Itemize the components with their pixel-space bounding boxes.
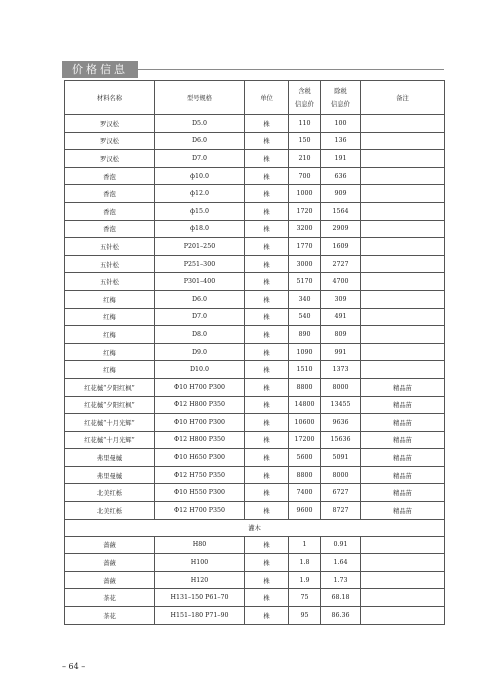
cell-name: 茶花 [65, 607, 155, 625]
cell-remark [361, 115, 445, 133]
cell-name: 红梅 [65, 290, 155, 308]
table-row [65, 150, 445, 168]
cell-spec: Φ12 H800 P350 [155, 396, 245, 414]
cell-unit: 株 [245, 220, 289, 238]
table-row [65, 554, 445, 572]
table-row [65, 361, 445, 379]
cell-notax: 309 [321, 290, 361, 308]
cell-spec: H100 [155, 554, 245, 572]
cell-name: 香泡 [65, 220, 155, 238]
cell-notax: 2909 [321, 220, 361, 238]
cell-tax: 1.9 [289, 571, 321, 589]
cell-name: 五针松 [65, 273, 155, 291]
cell-unit: 株 [245, 571, 289, 589]
table-row [65, 115, 445, 133]
cell-notax: 13455 [321, 396, 361, 414]
cell-remark [361, 290, 445, 308]
cell-name: 茶花 [65, 589, 155, 607]
cell-remark [361, 326, 445, 344]
table-row [65, 466, 445, 484]
table-row [65, 607, 445, 625]
cell-notax: 809 [321, 326, 361, 344]
cell-tax: 210 [289, 150, 321, 168]
section-header-title: 价格信息 [72, 63, 128, 76]
cell-spec: D6.0 [155, 132, 245, 150]
cell-remark: 精品苗 [361, 378, 445, 396]
cell-unit: 株 [245, 255, 289, 273]
cell-remark [361, 255, 445, 273]
table-header-row [65, 81, 445, 115]
cell-unit: 株 [245, 396, 289, 414]
cell-name: 五针松 [65, 238, 155, 256]
cell-notax: 1.64 [321, 554, 361, 572]
cell-remark [361, 607, 445, 625]
cell-remark [361, 536, 445, 554]
cell-unit: 株 [245, 502, 289, 520]
cell-tax: 95 [289, 607, 321, 625]
cell-remark [361, 132, 445, 150]
header-notax-line1: 除税 [334, 87, 347, 95]
cell-unit: 株 [245, 343, 289, 361]
price-table [64, 80, 445, 625]
table-row [65, 589, 445, 607]
cell-name: 香泡 [65, 202, 155, 220]
header-tax-line1: 含税 [298, 87, 311, 95]
cell-name: 香泡 [65, 167, 155, 185]
cell-remark [361, 185, 445, 203]
cell-unit: 株 [245, 167, 289, 185]
cell-name: 罗汉松 [65, 150, 155, 168]
cell-spec: D5.0 [155, 115, 245, 133]
table-row [65, 220, 445, 238]
cell-tax: 7400 [289, 484, 321, 502]
cell-spec: ф12.0 [155, 185, 245, 203]
cell-notax: 4700 [321, 273, 361, 291]
cell-name: 北美红栎 [65, 484, 155, 502]
cell-tax: 5170 [289, 273, 321, 291]
header-remark: 备注 [361, 81, 445, 115]
cell-unit: 株 [245, 290, 289, 308]
cell-spec: D6.0 [155, 290, 245, 308]
header-spec: 型号规格 [155, 81, 245, 115]
cell-unit: 株 [245, 308, 289, 326]
cell-spec: ф10.0 [155, 167, 245, 185]
cell-tax: 1720 [289, 202, 321, 220]
header-unit: 单位 [245, 81, 289, 115]
page-number: – 64 – [62, 662, 86, 671]
cell-unit: 株 [245, 554, 289, 572]
cell-unit: 株 [245, 150, 289, 168]
cell-remark [361, 273, 445, 291]
cell-remark [361, 167, 445, 185]
cell-tax: 8800 [289, 378, 321, 396]
cell-unit: 株 [245, 378, 289, 396]
cell-tax: 3000 [289, 255, 321, 273]
table-row [65, 290, 445, 308]
cell-tax: 1090 [289, 343, 321, 361]
cell-unit: 株 [245, 414, 289, 432]
cell-notax: 2727 [321, 255, 361, 273]
table-row [65, 202, 445, 220]
cell-tax: 14800 [289, 396, 321, 414]
table-row [65, 167, 445, 185]
cell-unit: 株 [245, 185, 289, 203]
cell-tax: 700 [289, 167, 321, 185]
cell-name: 红梅 [65, 326, 155, 344]
cell-name: 蔷薇 [65, 554, 155, 572]
cell-notax: 1609 [321, 238, 361, 256]
cell-notax: 100 [321, 115, 361, 133]
cell-name: 五针松 [65, 255, 155, 273]
table-row [65, 414, 445, 432]
cell-name: 红梅 [65, 361, 155, 379]
cell-tax: 9600 [289, 502, 321, 520]
cell-name: 罗汉松 [65, 115, 155, 133]
cell-unit: 株 [245, 326, 289, 344]
cell-spec: H151–180 P71–90 [155, 607, 245, 625]
table-row [65, 238, 445, 256]
cell-notax: 491 [321, 308, 361, 326]
cell-notax: 1373 [321, 361, 361, 379]
cell-remark [361, 343, 445, 361]
header-tax-price [289, 81, 321, 115]
table-row [65, 431, 445, 449]
table-row [65, 502, 445, 520]
cell-name: 北美红栎 [65, 502, 155, 520]
cell-tax: 17200 [289, 431, 321, 449]
cell-tax: 340 [289, 290, 321, 308]
cell-remark [361, 150, 445, 168]
cell-unit: 株 [245, 202, 289, 220]
cell-spec: P301–400 [155, 273, 245, 291]
cell-name: 香泡 [65, 185, 155, 203]
cell-name: 红花槭“夕阳红枫” [65, 396, 155, 414]
cell-unit: 株 [245, 589, 289, 607]
cell-notax: 86.36 [321, 607, 361, 625]
cell-tax: 1770 [289, 238, 321, 256]
cell-spec: P251–300 [155, 255, 245, 273]
cell-tax: 75 [289, 589, 321, 607]
table-row [65, 571, 445, 589]
table-row [65, 255, 445, 273]
cell-tax: 540 [289, 308, 321, 326]
cell-spec: ф15.0 [155, 202, 245, 220]
cell-notax: 15636 [321, 431, 361, 449]
cell-notax: 991 [321, 343, 361, 361]
cell-remark [361, 202, 445, 220]
cell-spec: D7.0 [155, 308, 245, 326]
cell-unit: 株 [245, 449, 289, 467]
table-row [65, 185, 445, 203]
cell-spec: Φ12 H700 P350 [155, 502, 245, 520]
cell-spec: H131–150 P61–70 [155, 589, 245, 607]
cell-tax: 1000 [289, 185, 321, 203]
table-row [65, 273, 445, 291]
cell-tax: 8800 [289, 466, 321, 484]
header-notax-line2: 信息价 [331, 100, 350, 108]
cell-remark: 精品苗 [361, 484, 445, 502]
cell-spec: D7.0 [155, 150, 245, 168]
cell-notax: 909 [321, 185, 361, 203]
cell-spec: D10.0 [155, 361, 245, 379]
cell-name: 弗里曼槭 [65, 466, 155, 484]
cell-name: 弗里曼槭 [65, 449, 155, 467]
cell-notax: 5091 [321, 449, 361, 467]
cell-tax: 10600 [289, 414, 321, 432]
header-tax-line2: 信息价 [295, 100, 314, 108]
cell-remark: 精品苗 [361, 396, 445, 414]
cell-tax: 5600 [289, 449, 321, 467]
cell-remark [361, 589, 445, 607]
cell-name: 红花槭“夕阳红枫” [65, 378, 155, 396]
cell-spec: H80 [155, 536, 245, 554]
cell-name: 红花槭“十月光辉” [65, 414, 155, 432]
table-row [65, 326, 445, 344]
cell-tax: 110 [289, 115, 321, 133]
table-row [65, 343, 445, 361]
cell-spec: Φ12 H750 P350 [155, 466, 245, 484]
cell-notax: 8000 [321, 466, 361, 484]
cell-tax: 1.8 [289, 554, 321, 572]
table-row [65, 132, 445, 150]
table-row [65, 378, 445, 396]
cell-unit: 株 [245, 361, 289, 379]
cell-unit: 株 [245, 115, 289, 133]
cell-unit: 株 [245, 484, 289, 502]
cell-spec: P201–250 [155, 238, 245, 256]
cell-unit: 株 [245, 238, 289, 256]
cell-name: 蔷薇 [65, 571, 155, 589]
cell-tax: 890 [289, 326, 321, 344]
table-row [65, 396, 445, 414]
cell-remark: 精品苗 [361, 431, 445, 449]
header-rule [138, 69, 444, 70]
cell-spec: Φ10 H550 P300 [155, 484, 245, 502]
table-row [65, 484, 445, 502]
cell-remark [361, 238, 445, 256]
cell-unit: 株 [245, 536, 289, 554]
cell-notax: 8727 [321, 502, 361, 520]
cell-unit: 株 [245, 431, 289, 449]
cell-remark: 精品苗 [361, 449, 445, 467]
cell-remark: 精品苗 [361, 466, 445, 484]
cell-notax: 8000 [321, 378, 361, 396]
cell-spec: D8.0 [155, 326, 245, 344]
cell-notax: 9636 [321, 414, 361, 432]
cell-tax: 3200 [289, 220, 321, 238]
cell-notax: 191 [321, 150, 361, 168]
cell-notax: 1.73 [321, 571, 361, 589]
cell-unit: 株 [245, 607, 289, 625]
cell-name: 红梅 [65, 343, 155, 361]
cell-remark [361, 554, 445, 572]
cell-tax: 150 [289, 132, 321, 150]
cell-notax: 0.91 [321, 536, 361, 554]
cell-spec: Φ10 H650 P300 [155, 449, 245, 467]
table-row [65, 308, 445, 326]
cell-name: 红花槭“十月光辉” [65, 431, 155, 449]
section-row [65, 519, 445, 536]
cell-remark: 精品苗 [361, 414, 445, 432]
cell-spec: Φ10 H700 P300 [155, 414, 245, 432]
cell-notax: 636 [321, 167, 361, 185]
cell-notax: 1564 [321, 202, 361, 220]
cell-remark [361, 571, 445, 589]
header-name: 材料名称 [65, 81, 155, 115]
cell-remark: 精品苗 [361, 502, 445, 520]
cell-spec: Φ10 H700 P300 [155, 378, 245, 396]
header-notax-price [321, 81, 361, 115]
cell-spec: ф18.0 [155, 220, 245, 238]
cell-remark [361, 361, 445, 379]
cell-remark [361, 308, 445, 326]
cell-notax: 6727 [321, 484, 361, 502]
table-row [65, 536, 445, 554]
cell-unit: 株 [245, 466, 289, 484]
cell-spec: H120 [155, 571, 245, 589]
cell-name: 罗汉松 [65, 132, 155, 150]
cell-name: 红梅 [65, 308, 155, 326]
cell-unit: 株 [245, 273, 289, 291]
cell-name: 蔷薇 [65, 536, 155, 554]
cell-spec: Φ12 H800 P350 [155, 431, 245, 449]
cell-notax: 68.18 [321, 589, 361, 607]
cell-tax: 1510 [289, 361, 321, 379]
cell-spec: D9.0 [155, 343, 245, 361]
table-row [65, 449, 445, 467]
section-label: 灌木 [65, 519, 445, 536]
cell-tax: 1 [289, 536, 321, 554]
cell-unit: 株 [245, 132, 289, 150]
cell-notax: 136 [321, 132, 361, 150]
cell-remark [361, 220, 445, 238]
